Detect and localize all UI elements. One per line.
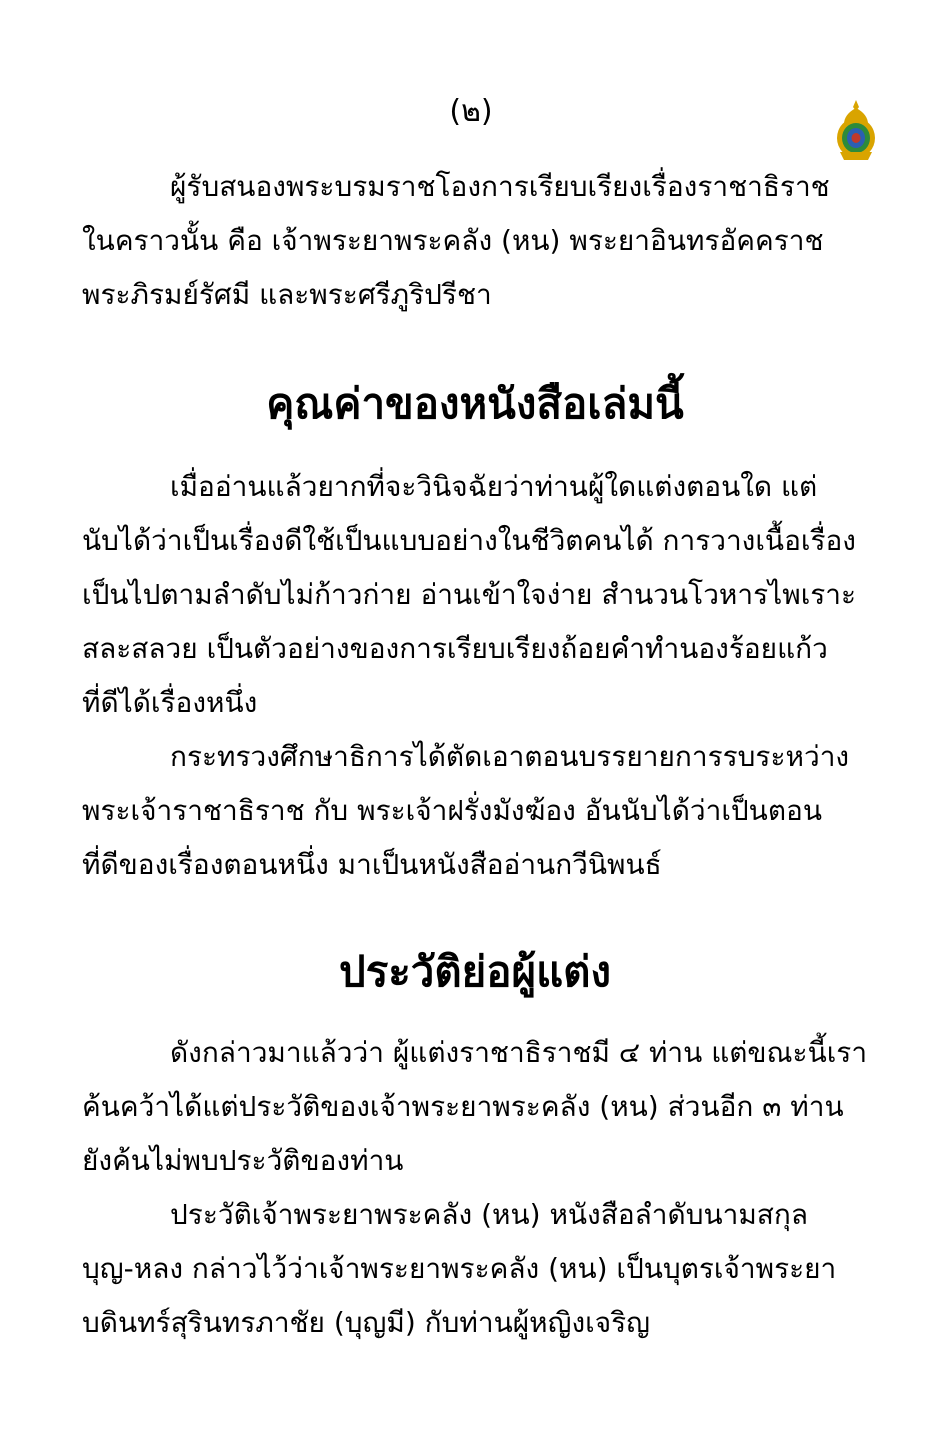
text-line: ในคราวนั้น คือ เจ้าพระยาพระคลัง (หน) พระยาอินทรอัคคราช [82, 224, 824, 257]
text-line: ที่ดีของเรื่องตอนหนึ่ง มาเป็นหนังสืออ่านกวีนิพนธ์ [82, 848, 662, 881]
text-line: บดินทร์สุรินทรภาชัย (บุญมี) กับท่านผู้หญิงเจริญ [82, 1306, 650, 1339]
text-line: กระทรวงศึกษาธิการได้ตัดเอาตอนบรรยายการรบระหว่าง [170, 740, 850, 773]
text-line: เมื่ออ่านแล้วยากที่จะวินิจฉัยว่าท่านผู้ใดแต่งตอนใด แต่ [170, 470, 818, 503]
section-heading-biography: ประวัติย่อผู้แต่ง [339, 947, 611, 996]
text-line: ประวัติเจ้าพระยาพระคลัง (หน) หนังสือลำดับนามสกุล [170, 1198, 808, 1231]
royal-emblem-icon [834, 98, 878, 162]
text-line: ผู้รับสนองพระบรมราชโองการเรียบเรียงเรื่องราชาธิราช [170, 170, 830, 203]
section-heading-value: คุณค่าของหนังสือเล่มนี้ [266, 379, 684, 428]
text-line: สละสลวย เป็นตัวอย่างของการเรียบเรียงถ้อยคำทำนองร้อยแก้ว [82, 632, 828, 665]
text-line: พระภิรมย์รัศมี และพระศรีภูริปรีชา [82, 278, 492, 311]
text-line: พระเจ้าราชาธิราช กับ พระเจ้าฝรั่งมังฆ้อง อันนับได้ว่าเป็นตอน [82, 794, 822, 827]
text-line: บุญ-หลง กล่าวไว้ว่าเจ้าพระยาพระคลัง (หน) เป็นบุตรเจ้าพระยา [82, 1252, 837, 1285]
text-line: ที่ดีได้เรื่องหนึ่ง [82, 686, 258, 719]
paragraph-biography [82, 1188, 868, 1350]
paragraph-authors [82, 1026, 868, 1188]
text-line: ค้นคว้าได้แต่ประวัติของเจ้าพระยาพระคลัง (หน) ส่วนอีก ๓ ท่าน [82, 1090, 844, 1123]
text-line: เป็นไปตามลำดับไม่ก้าวก่าย อ่านเข้าใจง่าย สำนวนโวหารไพเราะ [82, 578, 857, 611]
paragraph-value [82, 460, 868, 730]
text-line: นับได้ว่าเป็นเรื่องดีใช้เป็นแบบอย่างในชีวิตคนได้ การวางเนื้อเรื่อง [82, 524, 856, 557]
document-content [82, 160, 868, 1350]
paragraph-ministry [82, 730, 868, 892]
text-line: ยังค้นไม่พบประวัติของท่าน [82, 1144, 404, 1177]
text-line: ดังกล่าวมาแล้วว่า ผู้แต่งราชาธิราชมี ๔ ท่าน แต่ขณะนี้เรา [170, 1036, 868, 1069]
page-number: (๒) [449, 94, 493, 129]
paragraph-editors [82, 160, 868, 322]
